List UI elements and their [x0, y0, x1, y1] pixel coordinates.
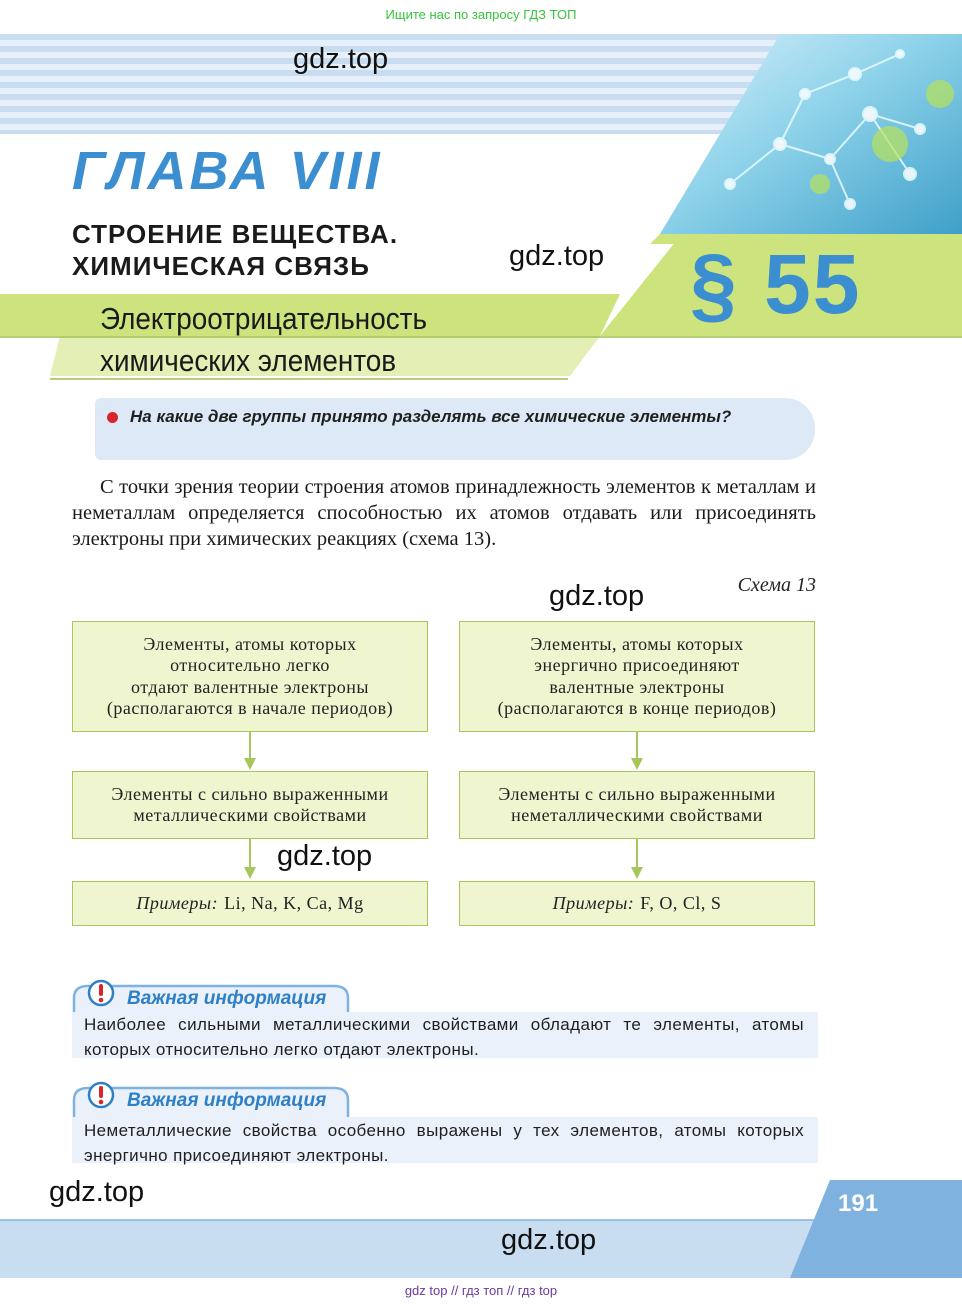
scheme-box-line: Элементы, атомы которых	[143, 633, 357, 654]
arrow-down-icon	[636, 732, 638, 760]
scheme-box-metals-properties	[72, 771, 428, 839]
lesson-title-line: химических элементов	[100, 343, 397, 378]
scheme-box-nonmetals-examples	[459, 881, 815, 926]
intro-paragraph: С точки зрения теории строения атомов принадлежность элементов к металлам и неметаллам определяется способностью их атомов отдавать или присоединять электроны при химических реакциях (схема 13).	[72, 476, 816, 550]
question-text: На какие две группы принято разделять все химические элементы?	[130, 407, 732, 426]
exclamation-icon	[86, 1080, 116, 1110]
scheme-box-line: относительно легко	[170, 655, 330, 675]
scheme-box-metals-examples	[72, 881, 428, 926]
scheme-box-nonmetals-definition	[459, 621, 815, 732]
watermark-text: gdz.top	[549, 580, 645, 612]
info-title: Важная информация	[127, 988, 327, 1009]
scheme-box-line: валентные электроны	[549, 676, 725, 697]
scheme-box-line: Элементы с сильно выраженными	[498, 783, 776, 804]
scheme-label: Схема 13	[737, 574, 816, 596]
scheme-box-line: отдают валентные электроны	[131, 676, 369, 697]
info-text: Неметаллические свойства особенно выражены у тех элементов, атомы которых энергично присоединяют электроны.	[84, 1121, 804, 1165]
watermark-text: gdz.top	[501, 1224, 597, 1256]
scheme-box-line: энергично присоединяют	[534, 655, 740, 675]
exclamation-icon	[86, 978, 116, 1008]
scheme-box-line: Элементы, атомы которых	[530, 633, 744, 654]
scheme-box-line: (располагаются в конце периодов)	[497, 698, 777, 718]
chapter-subtitle-line: ХИМИЧЕСКАЯ СВЯЗЬ	[72, 251, 370, 281]
arrow-head-icon	[244, 758, 256, 770]
lesson-title-line: Электроотрицательность	[100, 301, 427, 336]
arrow-down-icon	[249, 732, 251, 760]
scheme-box-nonmetals-properties	[459, 771, 815, 839]
arrow-down-icon	[636, 839, 638, 869]
info-title: Важная информация	[127, 1090, 327, 1111]
paragraph-number: § 55	[690, 237, 862, 331]
info-text: Наиболее сильными металлическими свойствами обладают те элементы, атомы которых относительно легко отдают электроны.	[84, 1015, 804, 1059]
watermark-text: gdz.top	[509, 240, 605, 272]
bottom-links[interactable]: gdz top // гдз топ // гдз top	[404, 1283, 558, 1298]
footer-band	[0, 1178, 962, 1278]
arrow-down-icon	[249, 839, 251, 869]
page-number: 191	[838, 1190, 879, 1217]
examples-value: Li, Na, K, Ca, Mg	[224, 892, 364, 913]
arrow-head-icon	[631, 867, 643, 879]
chapter-title: ГЛАВА VIII	[72, 141, 383, 201]
scheme-box-metals-definition	[72, 621, 428, 732]
chapter-subtitle-line: СТРОЕНИЕ ВЕЩЕСТВА.	[72, 219, 399, 249]
arrow-head-icon	[631, 758, 643, 770]
examples-label: Примеры:	[552, 892, 635, 913]
watermark-text: gdz.top	[49, 1176, 145, 1208]
examples-value: F, O, Cl, S	[640, 892, 722, 913]
molecule-photo	[640, 34, 962, 244]
lesson-title	[100, 298, 427, 382]
watermark-text: gdz.top	[277, 840, 373, 872]
scheme-box-line: металлическими свойствами	[133, 805, 367, 825]
arrow-head-icon	[244, 867, 256, 879]
watermark-text: gdz.top	[293, 43, 389, 75]
scheme-box-line: неметаллическими свойствами	[511, 805, 763, 825]
examples-label: Примеры:	[136, 892, 219, 913]
top-note: Ищите нас по запросу ГДЗ ТОП	[385, 7, 577, 22]
scheme-box-line: (располагаются в начале периодов)	[106, 698, 394, 718]
bullet-icon	[107, 412, 118, 423]
scheme-box-line: Элементы с сильно выраженными	[111, 783, 389, 804]
